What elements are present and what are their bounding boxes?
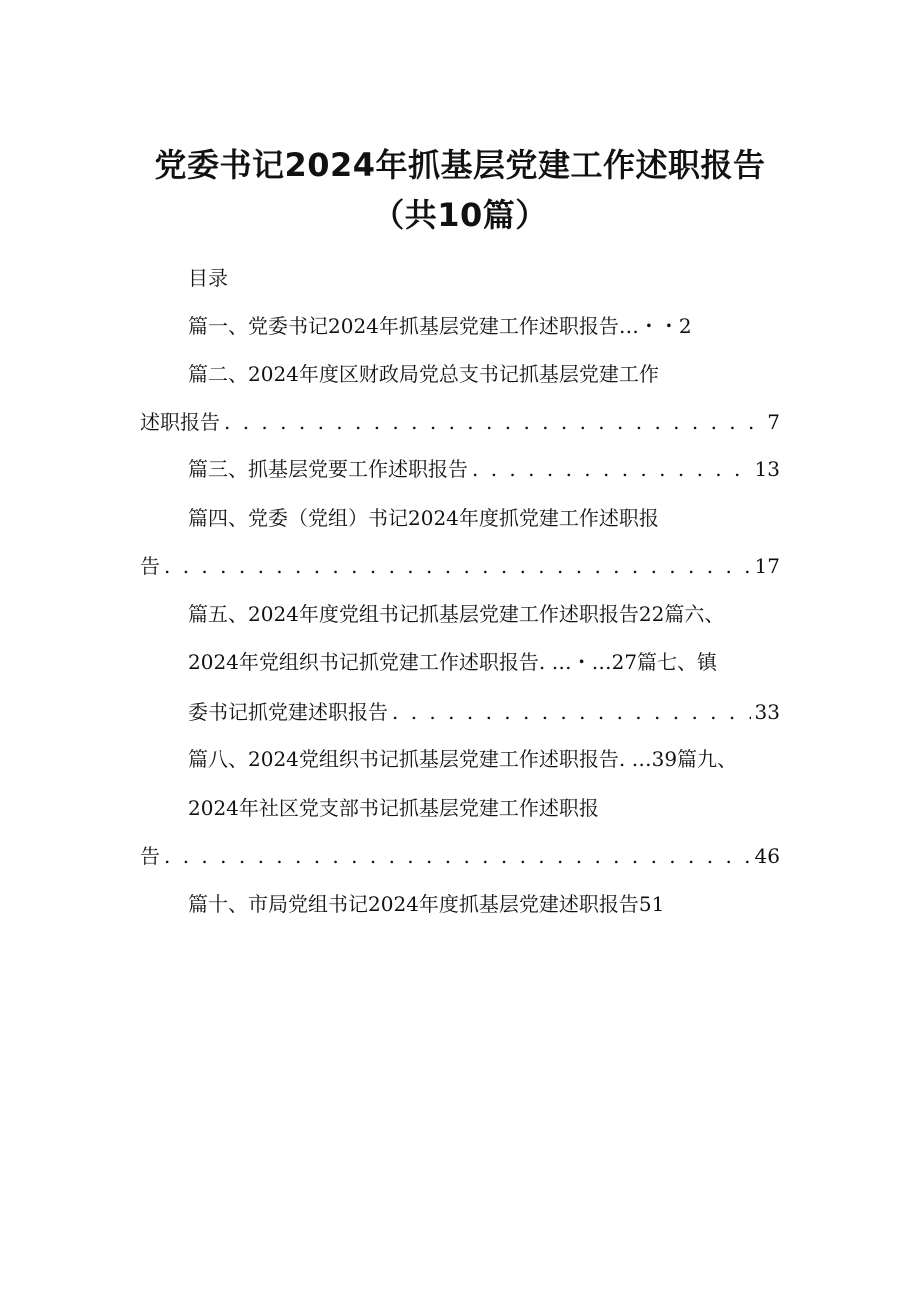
leader-dots — [472, 455, 751, 483]
document-title-line2: （共10篇） — [372, 196, 548, 234]
toc-entry-2-line2 — [140, 408, 780, 436]
leader-dots — [164, 552, 751, 580]
toc-heading: 目录 — [188, 266, 228, 290]
leader-dots — [164, 842, 751, 870]
toc-entry-5-line1: 篇五、2024年度党组书记抓基层党建工作述职报告22篇六、 — [188, 602, 725, 626]
toc-entry-9-text: 告 — [140, 844, 160, 868]
leader-dots — [392, 698, 751, 726]
toc-entry-9-line2 — [140, 842, 780, 870]
toc-entry-9-page: 46 — [754, 844, 780, 868]
toc-entry-2-page: 7 — [767, 410, 780, 434]
document-title-line1: 党委书记2024年抓基层党建工作述职报告 — [154, 146, 766, 184]
toc-entry-8-line1: 篇八、2024党组织书记抓基层党建工作述职报告. …39篇九、 — [188, 747, 738, 771]
toc-entry-5-line2: 2024年党组织书记抓党建工作述职报告. …・…27篇七、镇 — [188, 650, 718, 674]
toc-entry-7-text: 委书记抓党建述职报告 — [188, 700, 388, 724]
toc-entry-4-page: 17 — [754, 554, 780, 578]
toc-entry-9-line1: 2024年社区党支部书记抓基层党建工作述职报 — [188, 796, 599, 820]
toc-entry-3-text: 篇三、抓基层党要工作述职报告 — [188, 457, 468, 481]
toc-entry-4-text: 告 — [140, 554, 160, 578]
toc-entry-4-line1: 篇四、党委（党组）书记2024年度抓党建工作述职报 — [188, 506, 659, 530]
toc-entry-3 — [188, 455, 780, 483]
toc-entry-1: 篇一、党委书记2024年抓基层党建工作述职报告…・・2 — [188, 314, 692, 338]
toc-entry-4-line2 — [140, 552, 780, 580]
toc-entry-3-page: 13 — [754, 457, 780, 481]
toc-entry-7 — [188, 698, 780, 726]
toc-entry-2-line1: 篇二、2024年度区财政局党总支书记抓基层党建工作 — [188, 362, 659, 386]
leader-dots — [224, 408, 763, 436]
toc-entry-7-page: 33 — [754, 700, 780, 724]
toc-entry-10: 篇十、市局党组书记2024年度抓基层党建述职报告51 — [188, 892, 665, 916]
toc-entry-2-text: 述职报告 — [140, 410, 220, 434]
